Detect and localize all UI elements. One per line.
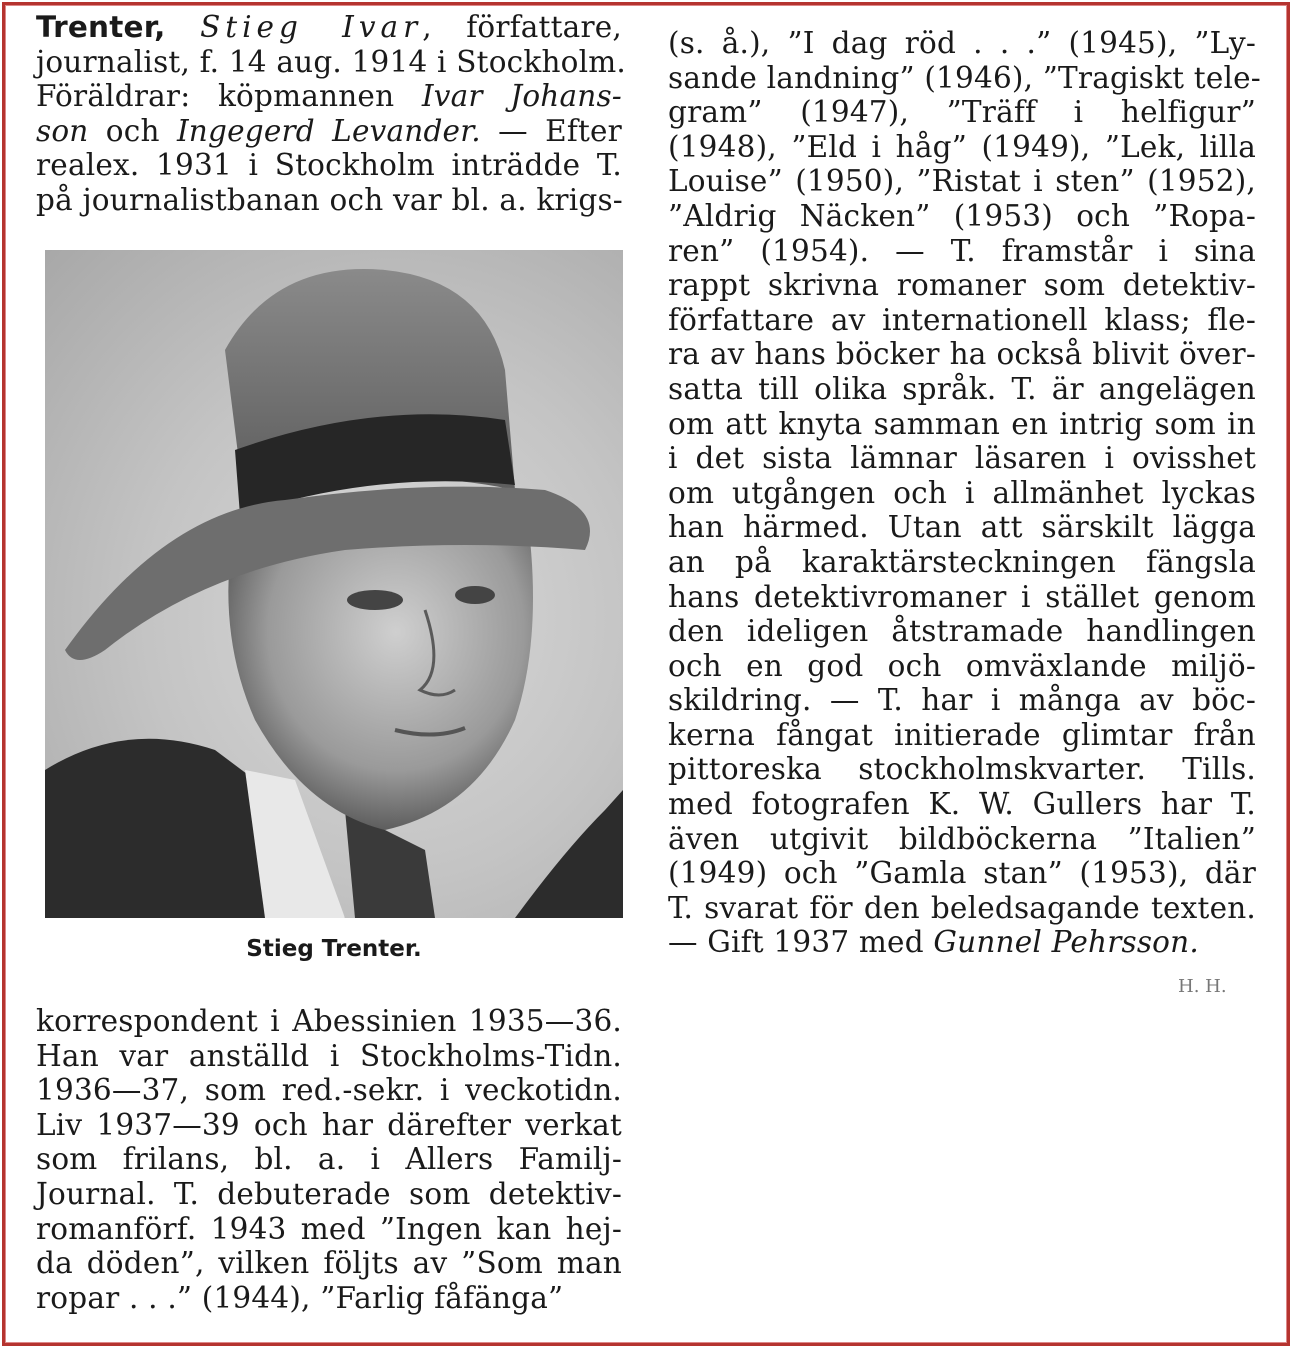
text-line: rappt skrivna romaner som detektiv- — [668, 268, 1256, 303]
text-line: som frilans, bl. a. i Allers Familj- — [36, 1142, 622, 1177]
column-right — [668, 26, 1261, 960]
text-line: hans detektivromaner i stället genom — [668, 579, 1256, 614]
text-run: Trenter, — [36, 10, 166, 44]
text-line: ”Aldrig Näcken” (1953) och ”Ropa- — [668, 198, 1256, 233]
text-line: på journalistbanan och var bl. a. krigs- — [36, 182, 623, 217]
text-line: i det sista lämnar läsaren i ovisshet — [668, 441, 1256, 476]
text-line: da döden”, vilken följts av ”Som man — [36, 1246, 622, 1281]
text-line: skildring. — T. har i många av böc- — [668, 683, 1256, 718]
text-line: romanförf. 1943 med ”Ingen kan hej- — [36, 1211, 622, 1246]
text-line: Louise” (1950), ”Ristat i sten” (1952), — [668, 164, 1256, 199]
text-line: även utgivit bildböckerna ”Italien” — [668, 821, 1256, 856]
text-line: ropar . . .” (1944), ”Farlig fåfänga” — [36, 1280, 564, 1315]
text-line: gram” (1947), ”Träff i helfigur” — [668, 95, 1256, 130]
text-line: (1949) och ”Gamla stan” (1953), där — [668, 856, 1256, 891]
text-line — [36, 79, 622, 114]
text-run: Stieg Ivar — [200, 10, 423, 44]
text-run — [166, 10, 200, 44]
text-line: Journal. T. debuterade som detektiv- — [36, 1176, 622, 1211]
text-line: korrespondent i Abessinien 1935—36. — [36, 1004, 622, 1038]
text-run: och — [88, 113, 177, 148]
text-run: son — [36, 113, 89, 148]
text-line: T. svarat för den beledsagande texten. — [668, 890, 1256, 925]
text-line: realex. 1931 i Stockholm inträdde T. — [36, 148, 622, 183]
text-run: Föräldrar: köpmannen — [36, 79, 422, 114]
text-line: sande landning” (1946), ”Tragiskt tele- — [668, 60, 1261, 95]
author-signature-fragment: H. H. — [1178, 976, 1227, 997]
text-line: om att knyta samman en intrig som in — [668, 406, 1256, 441]
text-line: han härmed. Utan att särskilt lägga — [668, 510, 1256, 545]
text-run: Gunnel Pehrsson. — [933, 925, 1199, 960]
text-line: ra av hans böcker ha också blivit över- — [668, 337, 1256, 372]
text-line: (1948), ”Eld i håg” (1949), ”Lek, lilla — [668, 129, 1256, 164]
text-line — [668, 925, 1256, 960]
text-line: den ideligen åtstramade handlingen — [668, 614, 1256, 649]
text-line: journalist, f. 14 aug. 1914 i Stockholm. — [36, 44, 627, 79]
portrait-illustration — [45, 250, 623, 918]
text-line: pittoreska stockholmskvarter. Tills. — [668, 752, 1256, 787]
text-line: Han var anställd i Stockholms-Tidn. — [36, 1038, 622, 1073]
text-line: med fotografen K. W. Gullers har T. — [668, 787, 1256, 822]
column-left-top — [36, 10, 627, 218]
text-run: — Gift 1937 med — [668, 925, 934, 960]
text-line: Liv 1937—39 och har därefter verkat — [36, 1107, 622, 1142]
text-line: kerna fångat initierade glimtar från — [668, 717, 1256, 752]
photo-caption: Stieg Trenter. — [246, 936, 422, 962]
text-line — [36, 10, 622, 45]
text-line: (s. å.), ”I dag röd . . .” (1945), ”Ly- — [668, 26, 1256, 60]
text-run: , författare, — [422, 10, 622, 44]
text-run: Ingegerd Levander. — [176, 113, 481, 148]
text-line: an på karaktärsteckningen fängsla — [668, 544, 1256, 579]
text-line: om utgången och i allmänhet lyckas — [668, 475, 1256, 510]
portrait-photo — [45, 250, 623, 918]
column-left-bottom — [36, 1004, 622, 1315]
text-line: författare av internationell klass; fle- — [668, 302, 1256, 337]
text-line: ren” (1954). — T. framstår i sina — [668, 233, 1256, 268]
text-line: 1936—37, som red.-sekr. i veckotidn. — [36, 1073, 622, 1108]
text-run: — Efter — [480, 113, 622, 148]
text-run: Ivar Johans- — [421, 79, 622, 114]
text-line: och en god och omväxlande miljö- — [668, 648, 1256, 683]
text-line — [36, 114, 622, 149]
text-line: satta till olika språk. T. är angelägen — [668, 371, 1256, 406]
